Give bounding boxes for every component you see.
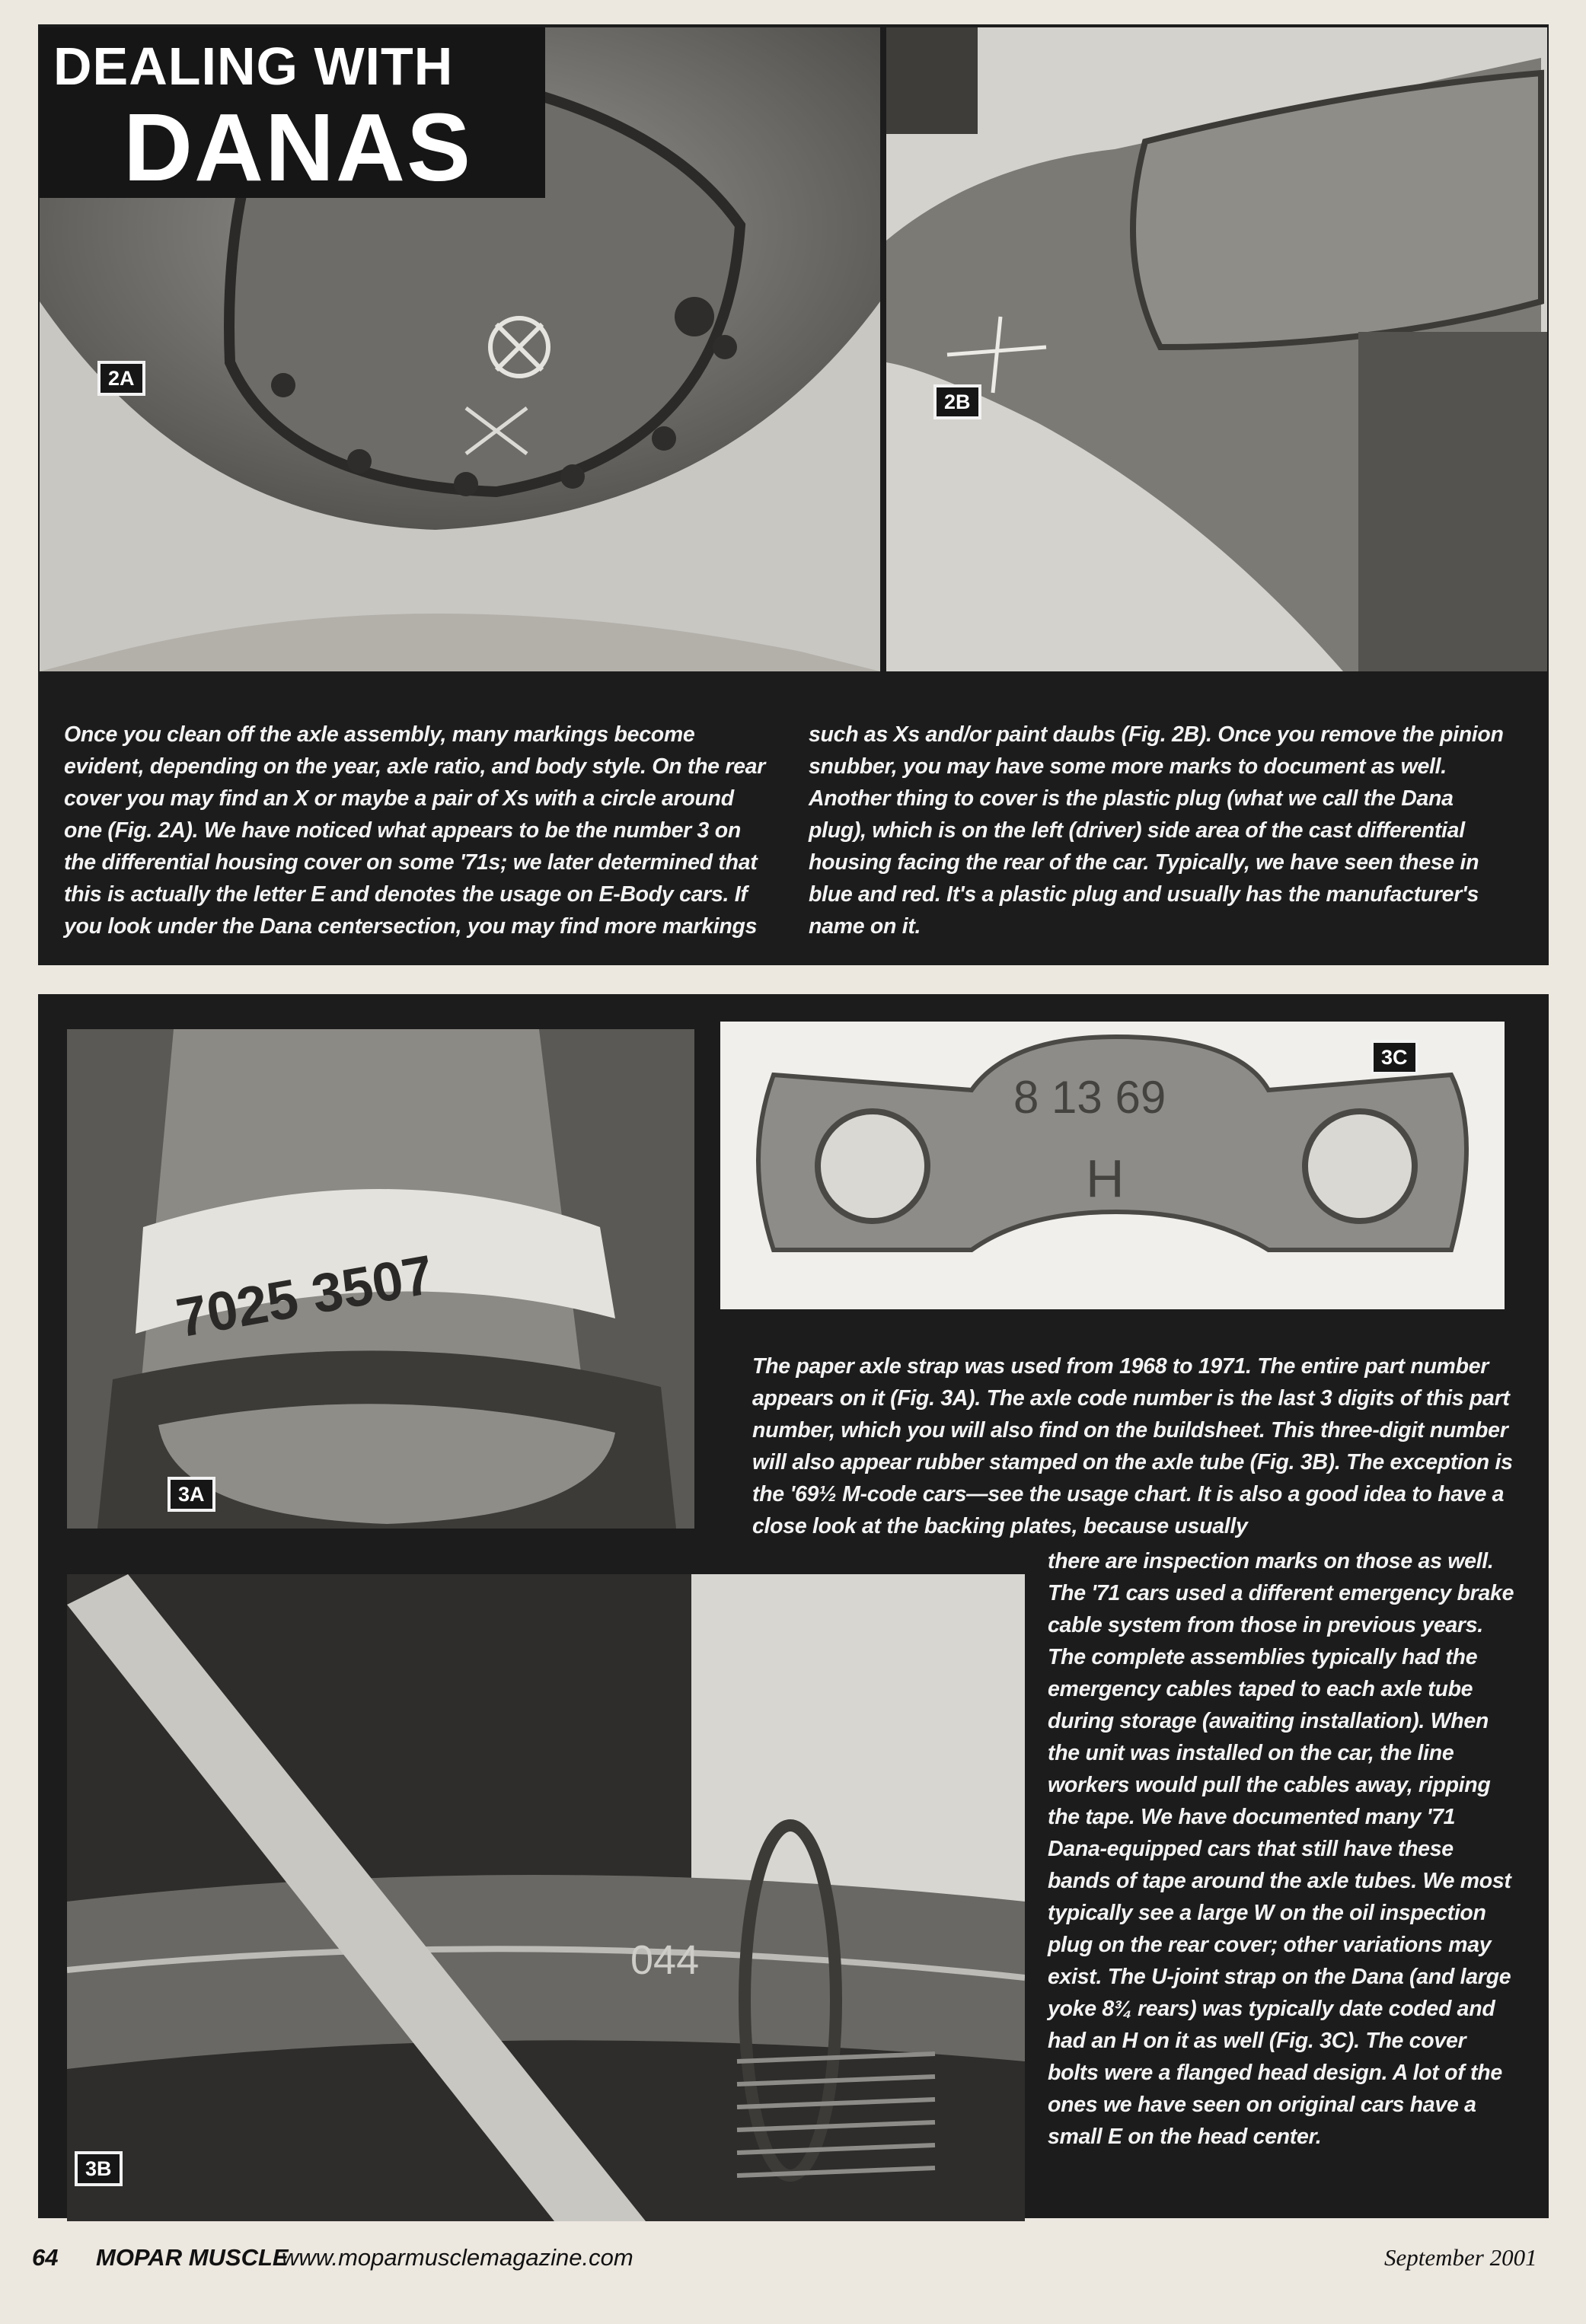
photo-3a-paper-axle-strap (67, 1029, 694, 1529)
article-title-line2: DANAS (123, 94, 473, 201)
caption-top-right-text: such as Xs and/or paint daubs (Fig. 2B). Once you remove the pinion snubber, you may have some more marks to document as well. Another thing to cover is the plastic plug (what we call the Dana plug), which is on the left (driver) side area of the cast differential housing facing the rear of the car. Typically, we have seen these in blue and red. It's a plastic plug and usually has the manufacturer's name on it. (809, 722, 1504, 939)
caption-top-right (809, 719, 1517, 942)
caption-top-left (64, 719, 772, 942)
figure-label-3a: 3A (168, 1477, 215, 1512)
photo-3b-mark-text: 044 (630, 1937, 700, 1983)
figure-label-2a: 2A (97, 361, 145, 396)
figure-label-3c: 3C (1371, 1040, 1418, 1075)
caption-right-column-text: there are inspection marks on those as well. The '71 cars used a different emergency brake cable system from those in previous years. The complete assemblies typically had the emergency cables taped to each axle tube during storage (awaiting installation). When the unit was installed on the car, the line workers would pull the cables away, ripping the tape. We have documented many '71 Dana-equipped cars that still have these bands of tape around the axle tubes. We most typically see a large W on the oil inspection plug on the rear cover; other variations may exist. The U-joint strap on the Dana (and large yoke 8¾ rears) was typically date coded and had an H on it as well (Fig. 3C). The cover bolts were a flanged head design. A lot of the ones we have seen on original cars have a small E on the head center. (1048, 1549, 1514, 2149)
photo-3a-stamp-text: 7025 3507 (172, 1244, 439, 1350)
photo-3c-letter-text: H (1086, 1149, 1125, 1208)
footer-website-link[interactable]: www.moparmusclemagazine.com (282, 2244, 633, 2271)
caption-top-left-text: Once you clean off the axle assembly, many markings become evident, depending on the year, axle ratio, and body style. On the rear cover you may find an X or maybe a pair of Xs with a circle around one (Fig. 2A). We have noticed what appears to be the number 3 on the differential housing cover on some '71s; we later determined that this is actually the letter E and denotes the usage on E-Body cars. If you look under the Dana centersection, you may find more markings (64, 722, 766, 939)
figure-label-3b: 3B (75, 2151, 123, 2186)
caption-right-column (1048, 1545, 1520, 2153)
photo-2b-centersection (886, 27, 1547, 671)
footer-magazine-name: MOPAR MUSCLE (96, 2244, 289, 2271)
figure-label-2b: 2B (933, 384, 981, 419)
article-title-line1: DEALING WITH (53, 37, 454, 96)
photo-3c-stamp-text: 8 13 69 (1013, 1072, 1166, 1123)
footer-issue-date: September 2001 (1384, 2244, 1537, 2271)
photo-3b-axle-tube (67, 1574, 1025, 2221)
caption-middle-text: The paper axle strap was used from 1968 to 1971. The entire part number appears on it (Fig. 3A). The axle code number is the last 3 digits of this part number, which you will also find on the buildsheet. This three-digit number will also appear rubber stamped on the axle tube (Fig. 3B). The exception is the '69½ M-code cars—see the usage chart. It is also a good idea to have a close look at the backing plates, because usually (752, 1354, 1513, 1538)
article-title-box (40, 27, 545, 201)
caption-middle (752, 1350, 1520, 1542)
footer-page-number: 64 (32, 2244, 59, 2271)
